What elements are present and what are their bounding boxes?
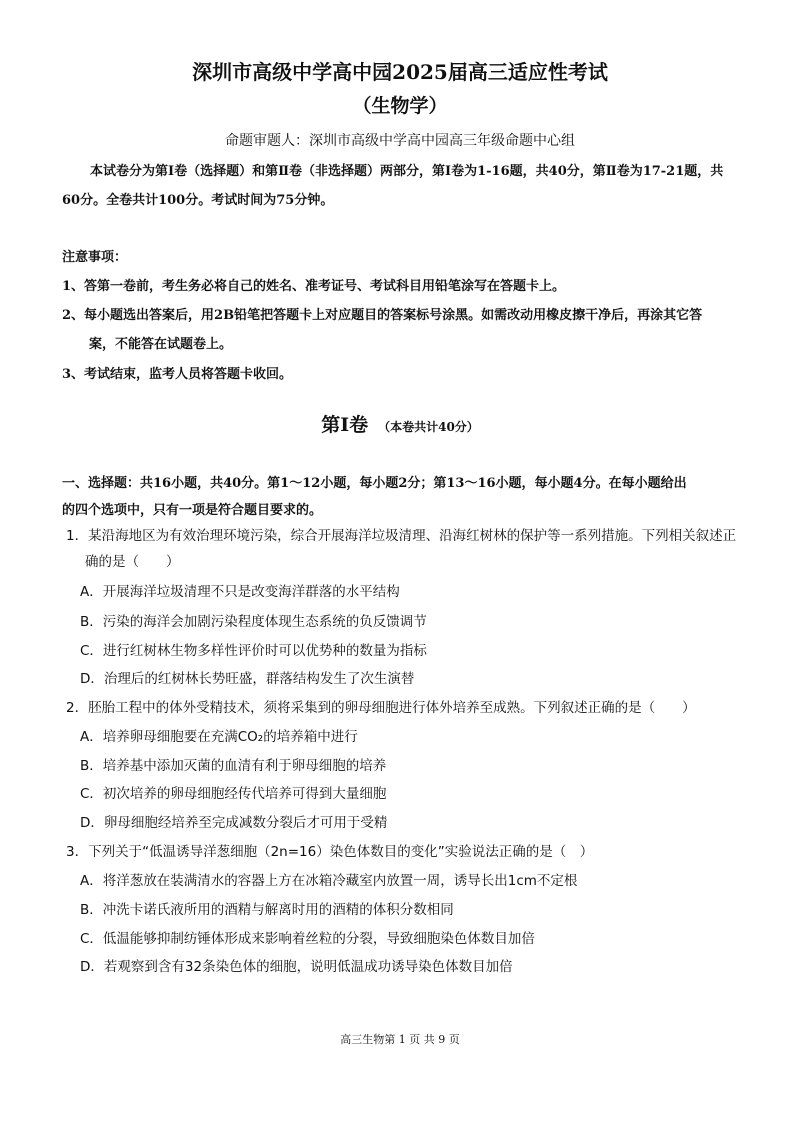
notice-item: 2、每小题选出答案后，用2B铅笔把答题卡上对应题目的答案标号涂黑。如需改动用橡皮擦干净后，再涂其它答 [62,308,703,323]
page-footer: 高三生物第 1 页 共 9 页 [340,1033,460,1046]
section-instructions: 一、选择题：共16小题，共40分。第1～12小题，每小题2分；第13～16小题，每小题4分。在每小题给出 [62,476,687,491]
question-stem: 确的是（ ） [85,554,180,570]
section-note: （本卷共计40分） [378,420,479,434]
intro-line: 本试卷分为第Ⅰ卷（选择题）和第Ⅱ卷（非选择题）两部分，第Ⅰ卷为1-16题，共40分，第Ⅱ卷为17-21题，共 [90,164,724,179]
question-option: C．低温能够抑制纺锤体形成来影响着丝粒的分裂，导致细胞染色体数目加倍 [80,931,535,947]
question-option: B．污染的海洋会加剧污染程度体现生态系统的负反馈调节 [80,614,427,630]
section-instructions: 的四个选项中，只有一项是符合题目要求的。 [62,503,323,518]
exam-subject: （生物学） [352,95,448,117]
section-title [0,416,800,435]
question-option: A．培养卵母细胞要在充满CO₂的培养箱中进行 [80,729,358,745]
question-stem: 2．胚胎工程中的体外受精技术，须将采集到的卵母细胞进行体外培养至成熟。下列叙述正确的是（ ） [66,700,696,716]
intro-line: 60分。全卷共计100分。考试时间为75分钟。 [62,193,334,208]
question-stem: 1．某沿海地区为有效治理环境污染，综合开展海洋垃圾清理、沿海红树林的保护等一系列措施。下列相关叙述正 [66,528,737,544]
question-option: D．卵母细胞经培养至完成减数分裂后才可用于受精 [80,815,388,831]
question-stem: 3．下列关于“低温诱导洋葱细胞（2n=16）染色体数目的变化”实验说法正确的是（ ） [66,844,594,860]
question-option: A．将洋葱放在装满清水的容器上方在冰箱冷藏室内放置一周，诱导长出1cm不定根 [80,873,578,889]
question-option: A．开展海洋垃圾清理不只是改变海洋群落的水平结构 [80,584,400,600]
question-option: C．进行红树林生物多样性评价时可以优势种的数量为指标 [80,643,427,659]
question-option: D．若观察到含有32条染色体的细胞，说明低温成功诱导染色体数目加倍 [80,959,513,975]
notice-item: 案，不能答在试题卷上。 [89,337,233,352]
question-option: D．治理后的红树林长势旺盛，群落结构发生了次生演替 [80,671,415,687]
notice-item: 1、答第一卷前，考生务必将自己的姓名、准考证号、考试科目用铅笔涂写在答题卡上。 [62,279,566,294]
section-name: 第Ⅰ卷 [321,414,369,436]
exam-title: 深圳市高级中学高中园2025届高三适应性考试 [192,60,608,84]
question-option: B．培养基中添加灭菌的血清有利于卵母细胞的培养 [80,758,387,774]
notice-heading: 注意事项： [62,250,128,265]
question-option: C．初次培养的卵母细胞经传代培养可得到大量细胞 [80,786,387,802]
question-option: B．冲洗卡诺氏液所用的酒精与解离时用的酒精的体积分数相同 [80,902,454,918]
notice-item: 3、考试结束，监考人员将答题卡收回。 [62,367,293,382]
exam-authors: 命题审题人：深圳市高级中学高中园高三年级命题中心组 [225,133,575,149]
